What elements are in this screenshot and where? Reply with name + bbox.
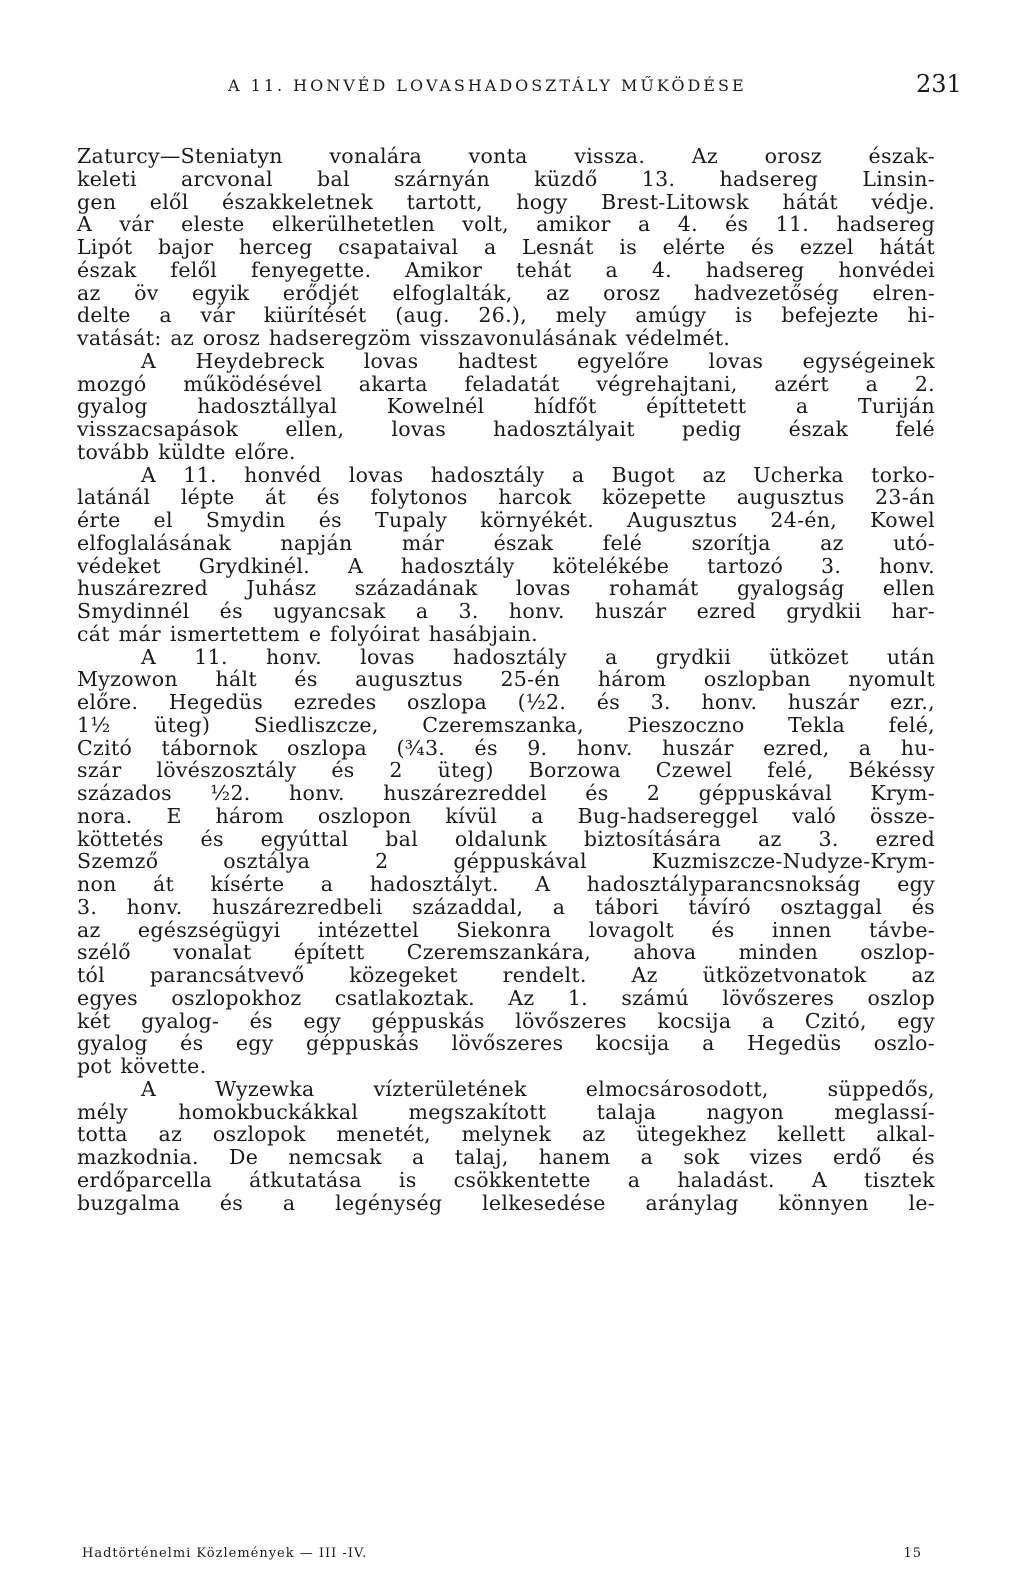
text-line: mély homokbuckákkal megszakított talaja nagyon meglassí- [77,1099,935,1124]
text-line: észak felől fenyegette. Amikor tehát a 4. hadsereg honvédei [77,257,935,282]
text-line: vatását: az orosz hadseregzöm visszavonulásának védelmét. [77,326,731,350]
text-line: Zaturcy—Steniatyn vonalára vonta vissza. Az orosz észak- [77,144,935,168]
text-line: delte a vár kiürítését (aug. 26.), mely amúgy is befejezte hi- [77,303,935,328]
text-line: A 11. honv. lovas hadosztály a grydkii ütközet után [141,644,935,669]
text-line: Szemző osztálya 2 géppuskával Kuzmiszcze-Nudyze-Krym- [77,849,935,874]
text-line: cát már ismertettem e folyóirat hasábjain. [77,621,538,646]
text-line: százados ½2. honv. huszárezreddel és 2 géppuskával Krym- [77,781,935,805]
text-line: A 11. honvéd lovas hadosztály a Bugot az Ucherka torko- [141,462,935,487]
text-line: elfoglalásának napján már észak felé szorítja az utó- [77,530,935,555]
text-line: előre. Hegedüs ezredes oszlopa (½2. és 3. honv. huszár ezr., [77,690,935,714]
text-line: huszárezred Juhász századának lovas rohamát gyalogság ellen [77,576,935,601]
text-line: 3. honv. huszárezredbeli századdal, a tábori távíró osztaggal és [77,894,935,919]
text-line: Lipót bajor herceg csapataival a Lesnát is elérte és ezzel hátát [77,235,935,259]
text-line: A Heydebreck lovas hadtest egyelőre lovas egységeinek [141,348,935,373]
page-number: 231 [916,70,962,98]
text-line: érte el Smydin és Tupaly környékét. Augusztus 24-én, Kowel [77,508,935,532]
text-line: gyalog hadosztállyal Kowelnél hídfőt építtetett a Turiján [77,394,935,419]
text-line: totta az oszlopok menetét, melynek az ütegekhez kellett alkal- [77,1122,935,1147]
text-line: védeket Grydkinél. A hadosztály kötelékébe tartozó 3. honv. [77,553,935,578]
text-line: szár lövészosztály és 2 üteg) Borzowa Czewel felé, Békéssy [77,758,935,783]
text-line: két gyalog- és egy géppuskás lövőszeres kocsija a Czitó, egy [77,1008,935,1033]
text-line: latánál lépte át és folytonos harcok közepette augusztus 23-án [77,485,935,510]
page-footer [82,1546,922,1561]
text-line: A vár eleste elkerülhetetlen volt, amikor a 4. és 11. hadsereg [77,212,935,237]
text-line: tovább küldte előre. [77,439,296,464]
text-line: 1½ üteg) Siedliszcze, Czeremszanka, Pieszoczno Tekla felé, [77,712,935,737]
text-line: mozgó működésével akarta feladatát végrehajtani, azért a 2. [77,371,935,396]
text-line: pot követte. [77,1054,207,1078]
text-line: A Wyzewka vízterületének elmocsárosodott, süppedős, [141,1076,935,1101]
printer-signature: 15 [903,1546,922,1561]
text-line: erdőparcella átkutatása is csökkentette a haladást. A tisztek [77,1167,935,1192]
text-line: nora. E három oszlopon kívül a Bug-hadsereggel való össze- [77,803,935,828]
text-line: az egészségügyi intézettel Siekonra lovagolt és innen távbe- [77,917,935,942]
journal-title: Hadtörténelmi Közlemények — III -IV. [82,1546,368,1561]
text-line: gen elől északkeletnek tartott, hogy Brest-Litowsk hátát védje. [77,189,935,214]
text-line: keleti arcvonal bal szárnyán küzdő 13. hadsereg Linsin- [77,166,935,191]
text-line: egyes oszlopokhoz csatlakoztak. Az 1. számú lövőszeres oszlop [77,985,935,1010]
text-line: szélő vonalat épített Czeremszankára, ahova minden oszlop- [77,940,935,965]
text-line: Czitó tábornok oszlopa (¾3. és 9. honv. huszár ezred, a hu- [77,735,935,760]
body-text [77,145,935,1214]
text-line: az öv egyik erődjét elfoglalták, az orosz hadvezetőség elren- [77,280,935,305]
text-line: mazkodnia. De nemcsak a talaj, hanem a sok vizes erdő és [77,1145,935,1169]
text-line: tól parancsátvevő közegeket rendelt. Az ütközetvonatok az [77,963,935,987]
text-line: Myzowon hált és augusztus 25-én három oszlopban nyomult [77,667,935,692]
text-line: visszacsapások ellen, lovas hadosztályait pedig észak felé [77,417,935,441]
text-line: köttetés és egyúttal bal oldalunk biztosítására az 3. ezred [77,826,935,851]
text-line: buzgalma és a legénység lelkesedése aránylag könnyen le- [77,1190,935,1215]
text-line: gyalog és egy géppuskás lövőszeres kocsija a Hegedüs oszlo- [77,1031,935,1056]
text-line: non át kísérte a hadosztályt. A hadosztályparancsnokság egy [77,872,935,896]
running-title: A 11. HONVÉD LOVASHADOSZTÁLY MŰKÖDÉSE [228,76,747,95]
text-line: Smydinnél és ugyancsak a 3. honv. huszár ezred grydkii har- [77,599,935,623]
